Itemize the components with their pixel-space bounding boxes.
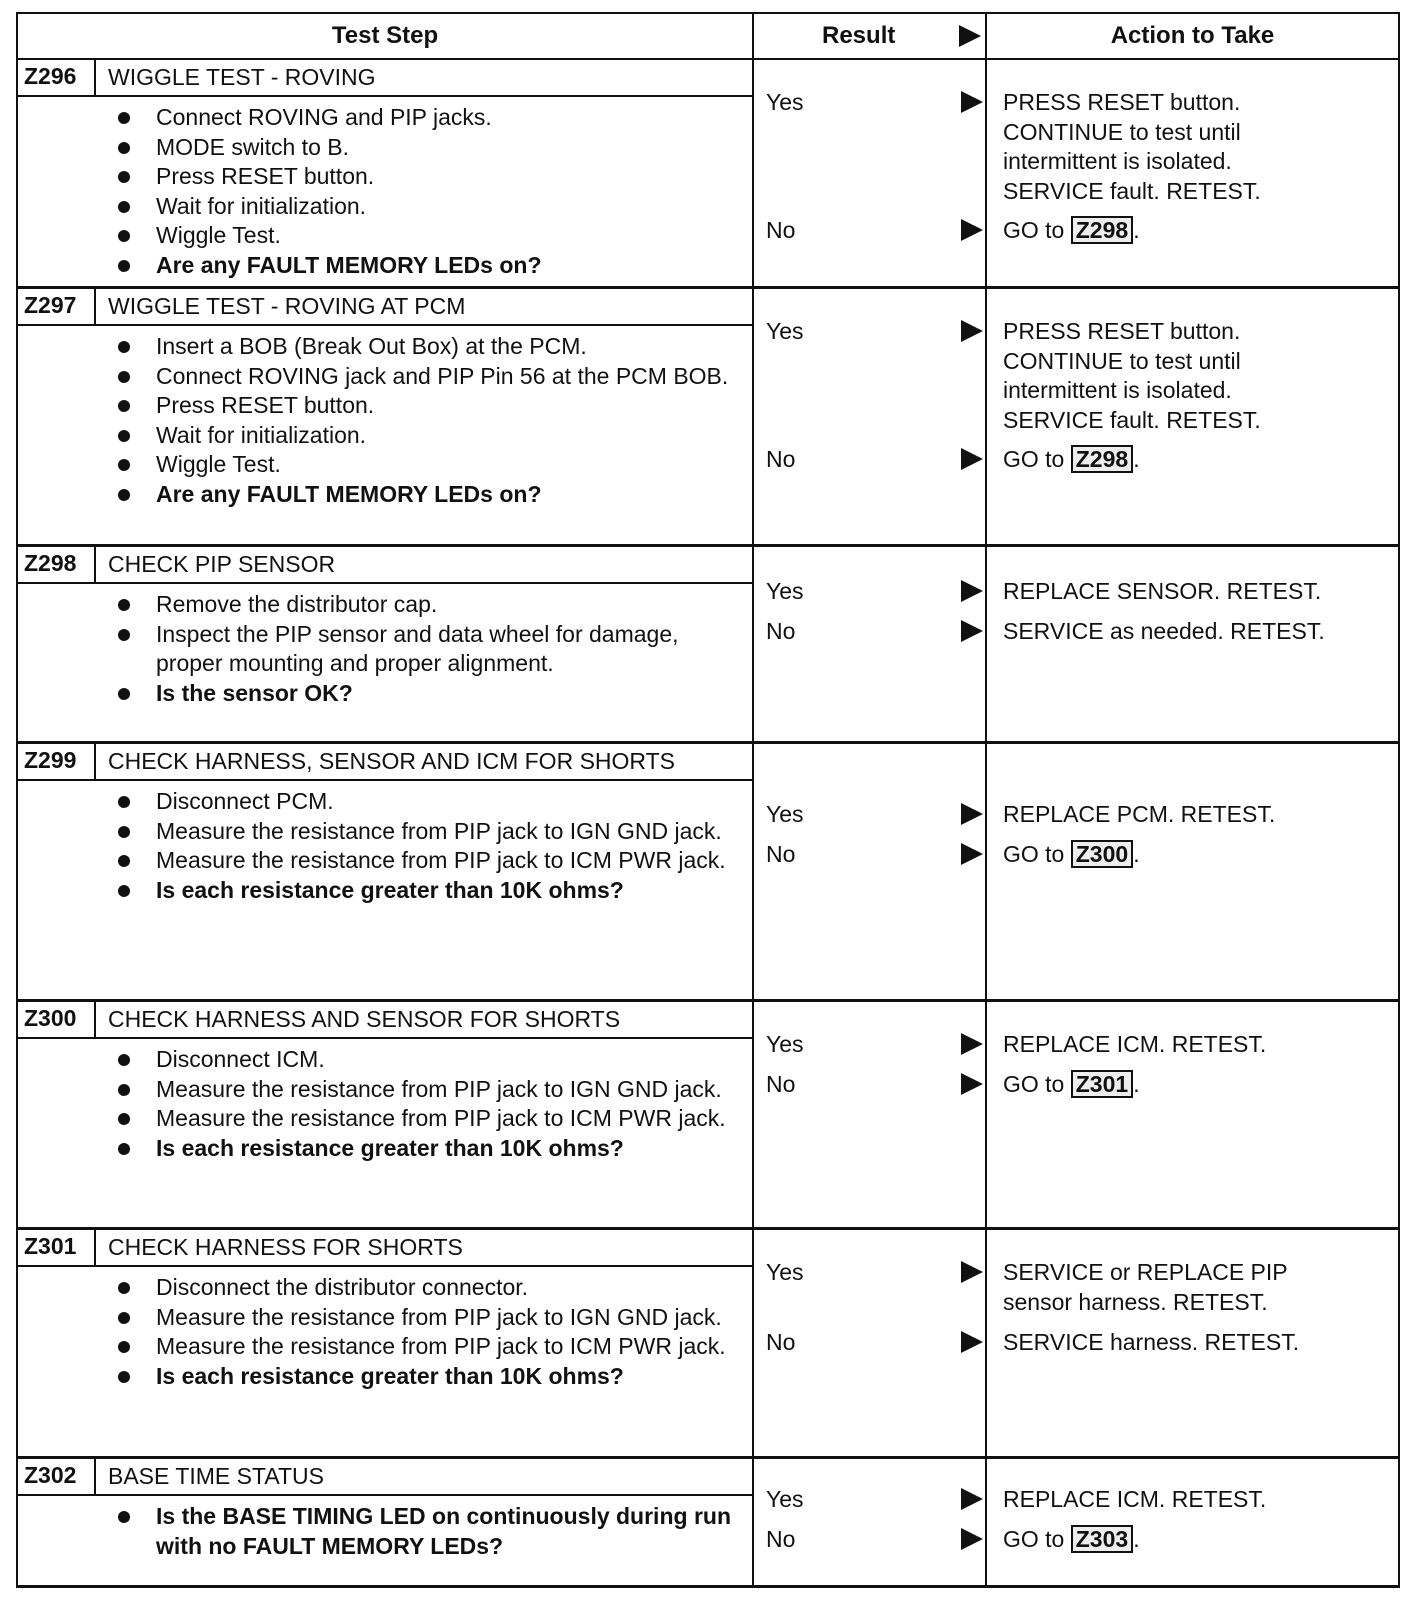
arrow-right-icon bbox=[961, 1331, 983, 1353]
action-suffix: . bbox=[1133, 1071, 1140, 1097]
action-line: intermittent is isolated. bbox=[1003, 377, 1232, 403]
step-list bbox=[18, 326, 752, 513]
step-titlebar bbox=[18, 1002, 752, 1039]
result-yes bbox=[766, 1260, 985, 1284]
question-text: Are any FAULT MEMORY LEDs on? bbox=[156, 251, 542, 278]
test-step-cell bbox=[18, 1459, 754, 1585]
question-text: Is the sensor OK? bbox=[156, 679, 353, 706]
result-label: No bbox=[766, 840, 796, 867]
step-code: Z297 bbox=[18, 289, 96, 324]
result-yes bbox=[766, 319, 985, 343]
step-item bbox=[18, 1273, 752, 1303]
header-result-label: Result bbox=[822, 22, 896, 49]
result-cell bbox=[754, 60, 987, 286]
action-line: intermittent is isolated. bbox=[1003, 148, 1232, 174]
bullet-icon bbox=[118, 688, 130, 700]
arrow-right-icon bbox=[961, 448, 983, 470]
question-text: Are any FAULT MEMORY LEDs on? bbox=[156, 480, 542, 507]
step-question bbox=[18, 251, 752, 281]
step-text: Wiggle Test. bbox=[156, 451, 281, 477]
action-line: REPLACE ICM. RETEST. bbox=[1003, 1031, 1267, 1057]
header-test-step: Test Step bbox=[18, 14, 754, 58]
step-item bbox=[18, 362, 752, 392]
arrow-right-icon bbox=[961, 620, 983, 642]
bullet-icon bbox=[118, 400, 130, 412]
action-text bbox=[1003, 1070, 1390, 1100]
result-label: Yes bbox=[766, 800, 804, 827]
step-item bbox=[18, 1045, 752, 1075]
bullet-icon bbox=[118, 1371, 130, 1383]
step-code: Z300 bbox=[18, 1002, 96, 1037]
bullet-icon bbox=[118, 1054, 130, 1066]
action-text bbox=[1003, 1258, 1390, 1317]
step-text: Press RESET button. bbox=[156, 163, 375, 189]
step-text: Wait for initialization. bbox=[156, 421, 367, 448]
step-titlebar bbox=[18, 1459, 752, 1496]
test-step-cell bbox=[18, 60, 754, 286]
bullet-icon bbox=[118, 1282, 130, 1294]
action-prefix: GO to bbox=[1003, 446, 1065, 472]
step-code: Z299 bbox=[18, 744, 96, 779]
step-reference-link[interactable]: Z301 bbox=[1071, 1070, 1133, 1098]
bullet-icon bbox=[118, 855, 130, 867]
step-item bbox=[18, 332, 752, 362]
step-text: Wiggle Test. bbox=[156, 222, 281, 248]
result-label: Yes bbox=[766, 577, 804, 604]
bullet-icon bbox=[118, 796, 130, 808]
result-no bbox=[766, 1072, 985, 1096]
test-step-cell bbox=[18, 289, 754, 544]
result-cell bbox=[754, 1002, 987, 1227]
result-yes bbox=[766, 802, 985, 826]
action-line: REPLACE PCM. RETEST. bbox=[1003, 801, 1276, 827]
result-yes bbox=[766, 90, 985, 114]
step-question bbox=[18, 1362, 752, 1392]
arrow-right-icon bbox=[961, 1033, 983, 1055]
action-cell bbox=[987, 60, 1398, 286]
arrow-right-icon bbox=[961, 320, 983, 342]
result-yes bbox=[766, 1032, 985, 1056]
step-title: CHECK HARNESS, SENSOR AND ICM FOR SHORTS bbox=[108, 748, 675, 774]
result-cell bbox=[754, 744, 987, 999]
action-cell bbox=[987, 547, 1398, 741]
action-line: CONTINUE to test until bbox=[1003, 347, 1241, 374]
action-line: CONTINUE to test until bbox=[1003, 118, 1241, 145]
test-block bbox=[18, 289, 1398, 547]
step-text: Remove the distributor cap. bbox=[156, 591, 438, 617]
result-cell bbox=[754, 1459, 987, 1585]
step-title: BASE TIME STATUS bbox=[108, 1463, 324, 1489]
result-label: Yes bbox=[766, 1485, 804, 1512]
result-cell bbox=[754, 1230, 987, 1456]
step-title: WIGGLE TEST - ROVING bbox=[108, 64, 376, 90]
test-step-cell bbox=[18, 744, 754, 999]
action-line: PRESS RESET button. bbox=[1003, 318, 1241, 344]
diagnostic-table bbox=[16, 12, 1400, 1588]
step-text: Measure the resistance from PIP jack to IGN GND jack. bbox=[156, 1075, 722, 1102]
action-line: SERVICE as needed. RETEST. bbox=[1003, 618, 1325, 644]
test-step-cell bbox=[18, 1002, 754, 1227]
action-cell bbox=[987, 1002, 1398, 1227]
step-item bbox=[18, 421, 752, 451]
action-suffix: . bbox=[1133, 217, 1140, 243]
action-line: PRESS RESET button. bbox=[1003, 89, 1241, 115]
step-text: Measure the resistance from PIP jack to ICM PWR jack. bbox=[156, 1333, 726, 1359]
step-item bbox=[18, 391, 752, 421]
action-suffix: . bbox=[1133, 1526, 1140, 1552]
bullet-icon bbox=[118, 1312, 130, 1324]
action-prefix: GO to bbox=[1003, 841, 1065, 867]
step-text: Connect ROVING and PIP jacks. bbox=[156, 104, 492, 130]
bullet-icon bbox=[118, 1143, 130, 1155]
action-text bbox=[1003, 445, 1390, 475]
step-title: CHECK HARNESS FOR SHORTS bbox=[108, 1234, 463, 1260]
step-question bbox=[18, 1502, 752, 1561]
result-no bbox=[766, 218, 985, 242]
action-line: REPLACE ICM. RETEST. bbox=[1003, 1486, 1267, 1512]
step-titlebar bbox=[18, 547, 752, 584]
step-item bbox=[18, 846, 752, 876]
bullet-icon bbox=[118, 201, 130, 213]
result-label: No bbox=[766, 216, 796, 243]
result-no bbox=[766, 619, 985, 643]
step-text: Disconnect PCM. bbox=[156, 788, 334, 814]
step-item bbox=[18, 103, 752, 133]
step-item bbox=[18, 450, 752, 480]
action-line: SERVICE harness. RETEST. bbox=[1003, 1329, 1300, 1355]
action-text bbox=[1003, 1485, 1390, 1515]
result-label: No bbox=[766, 1525, 796, 1552]
action-line: SERVICE or REPLACE PIP bbox=[1003, 1259, 1288, 1285]
step-code: Z302 bbox=[18, 1459, 96, 1494]
arrow-right-icon bbox=[961, 1488, 983, 1510]
action-text bbox=[1003, 577, 1390, 607]
result-no bbox=[766, 447, 985, 471]
test-block bbox=[18, 744, 1398, 1002]
result-label: Yes bbox=[766, 1258, 804, 1285]
bullet-icon bbox=[118, 1511, 130, 1523]
action-prefix: GO to bbox=[1003, 1071, 1065, 1097]
result-cell bbox=[754, 547, 987, 741]
step-list bbox=[18, 781, 752, 909]
step-reference-link[interactable]: Z300 bbox=[1071, 840, 1133, 868]
step-text: MODE switch to B. bbox=[156, 133, 349, 160]
bullet-icon bbox=[118, 341, 130, 353]
step-text: Insert a BOB (Break Out Box) at the PCM. bbox=[156, 333, 587, 359]
step-text: Disconnect the distributor connector. bbox=[156, 1274, 529, 1300]
step-question bbox=[18, 876, 752, 906]
step-item bbox=[18, 1332, 752, 1362]
step-list bbox=[18, 584, 752, 712]
header-result bbox=[754, 14, 987, 58]
bullet-icon bbox=[118, 142, 130, 154]
action-text bbox=[1003, 1525, 1390, 1555]
action-line: sensor harness. RETEST. bbox=[1003, 1288, 1268, 1315]
step-code: Z296 bbox=[18, 60, 96, 95]
action-cell bbox=[987, 744, 1398, 999]
action-text bbox=[1003, 800, 1390, 830]
action-text bbox=[1003, 1030, 1390, 1060]
action-text bbox=[1003, 216, 1390, 246]
test-block bbox=[18, 1459, 1398, 1588]
action-prefix: GO to bbox=[1003, 1526, 1065, 1552]
action-text bbox=[1003, 1328, 1390, 1358]
arrow-right-icon bbox=[961, 1261, 983, 1283]
result-no bbox=[766, 1527, 985, 1551]
result-label: No bbox=[766, 1070, 796, 1097]
step-item bbox=[18, 1075, 752, 1105]
step-list bbox=[18, 1039, 752, 1167]
step-list bbox=[18, 1267, 752, 1395]
action-prefix: GO to bbox=[1003, 217, 1065, 243]
result-cell bbox=[754, 289, 987, 544]
step-list bbox=[18, 1496, 752, 1565]
result-label: No bbox=[766, 445, 796, 472]
arrow-right-icon bbox=[961, 91, 983, 113]
action-text bbox=[1003, 317, 1390, 435]
action-cell bbox=[987, 1459, 1398, 1585]
action-line: SERVICE fault. RETEST. bbox=[1003, 406, 1261, 433]
step-text: Disconnect ICM. bbox=[156, 1046, 325, 1072]
test-step-cell bbox=[18, 1230, 754, 1456]
step-item bbox=[18, 590, 752, 620]
result-yes bbox=[766, 1487, 985, 1511]
step-text: Wait for initialization. bbox=[156, 192, 367, 219]
action-line: SERVICE fault. RETEST. bbox=[1003, 177, 1261, 204]
step-code: Z301 bbox=[18, 1230, 96, 1265]
step-question bbox=[18, 1134, 752, 1164]
step-question bbox=[18, 679, 752, 709]
step-item bbox=[18, 1303, 752, 1333]
result-no bbox=[766, 842, 985, 866]
bullet-icon bbox=[118, 430, 130, 442]
result-label: Yes bbox=[766, 1030, 804, 1057]
bullet-icon bbox=[118, 459, 130, 471]
result-yes bbox=[766, 579, 985, 603]
step-question bbox=[18, 480, 752, 510]
action-cell bbox=[987, 1230, 1398, 1456]
question-text: Is each resistance greater than 10K ohms? bbox=[156, 1134, 624, 1161]
step-text: Measure the resistance from PIP jack to ICM PWR jack. bbox=[156, 1105, 726, 1131]
action-text bbox=[1003, 840, 1390, 870]
step-text: Press RESET button. bbox=[156, 392, 375, 418]
step-text: Measure the resistance from PIP jack to IGN GND jack. bbox=[156, 1303, 722, 1330]
action-line: REPLACE SENSOR. RETEST. bbox=[1003, 578, 1322, 604]
arrow-right-icon bbox=[961, 219, 983, 241]
arrow-right-icon bbox=[961, 843, 983, 865]
result-label: No bbox=[766, 1328, 796, 1355]
step-title: CHECK HARNESS AND SENSOR FOR SHORTS bbox=[108, 1006, 621, 1032]
action-text bbox=[1003, 88, 1390, 206]
arrow-right-icon bbox=[961, 580, 983, 602]
test-block bbox=[18, 60, 1398, 289]
header-action: Action to Take bbox=[1110, 22, 1275, 49]
step-item bbox=[18, 133, 752, 163]
step-reference-link[interactable]: Z303 bbox=[1071, 1525, 1133, 1553]
bullet-icon bbox=[118, 1084, 130, 1096]
step-item bbox=[18, 817, 752, 847]
table-header bbox=[18, 14, 1398, 60]
arrow-right-icon bbox=[961, 1073, 983, 1095]
question-text: Is each resistance greater than 10K ohms? bbox=[156, 1362, 624, 1389]
result-label: Yes bbox=[766, 88, 804, 115]
action-cell bbox=[987, 289, 1398, 544]
test-block bbox=[18, 1002, 1398, 1230]
step-title: WIGGLE TEST - ROVING AT PCM bbox=[108, 293, 466, 319]
arrow-right-icon bbox=[961, 803, 983, 825]
step-text: Connect ROVING jack and PIP Pin 56 at the PCM BOB. bbox=[156, 362, 729, 389]
action-suffix: . bbox=[1133, 841, 1140, 867]
test-block bbox=[18, 547, 1398, 744]
step-titlebar bbox=[18, 744, 752, 781]
bullet-icon bbox=[118, 1113, 130, 1125]
step-item bbox=[18, 787, 752, 817]
bullet-icon bbox=[118, 1341, 130, 1353]
bullet-icon bbox=[118, 826, 130, 838]
step-code: Z298 bbox=[18, 547, 96, 582]
result-label: No bbox=[766, 617, 796, 644]
step-item bbox=[18, 620, 752, 679]
step-text: Measure the resistance from PIP jack to ICM PWR jack. bbox=[156, 847, 726, 873]
step-item bbox=[18, 221, 752, 251]
step-item bbox=[18, 192, 752, 222]
test-block bbox=[18, 1230, 1398, 1459]
step-titlebar bbox=[18, 60, 752, 97]
arrow-right-icon bbox=[961, 1528, 983, 1550]
step-reference-link[interactable]: Z298 bbox=[1071, 216, 1133, 244]
result-label: Yes bbox=[766, 317, 804, 344]
action-suffix: . bbox=[1133, 446, 1140, 472]
test-blocks bbox=[18, 60, 1398, 1588]
step-list bbox=[18, 97, 752, 284]
test-step-cell bbox=[18, 547, 754, 741]
question-text: Is each resistance greater than 10K ohms? bbox=[156, 876, 624, 903]
step-text: Measure the resistance from PIP jack to IGN GND jack. bbox=[156, 817, 722, 844]
step-reference-link[interactable]: Z298 bbox=[1071, 445, 1133, 473]
action-text bbox=[1003, 617, 1390, 647]
step-title: CHECK PIP SENSOR bbox=[108, 551, 336, 577]
step-item bbox=[18, 1104, 752, 1134]
question-text: Is the BASE TIMING LED on continuously during run with no FAULT MEMORY LEDs? bbox=[156, 1503, 731, 1559]
step-titlebar bbox=[18, 289, 752, 326]
arrow-right-icon bbox=[959, 25, 981, 47]
result-no bbox=[766, 1330, 985, 1354]
step-item bbox=[18, 162, 752, 192]
bullet-icon bbox=[118, 112, 130, 124]
bullet-icon bbox=[118, 885, 130, 897]
bullet-icon bbox=[118, 171, 130, 183]
bullet-icon bbox=[118, 260, 130, 272]
bullet-icon bbox=[118, 599, 130, 611]
bullet-icon bbox=[118, 629, 130, 641]
bullet-icon bbox=[118, 230, 130, 242]
bullet-icon bbox=[118, 371, 130, 383]
step-text: Inspect the PIP sensor and data wheel for damage, proper mounting and proper alignment. bbox=[156, 620, 679, 676]
step-titlebar bbox=[18, 1230, 752, 1267]
bullet-icon bbox=[118, 489, 130, 501]
